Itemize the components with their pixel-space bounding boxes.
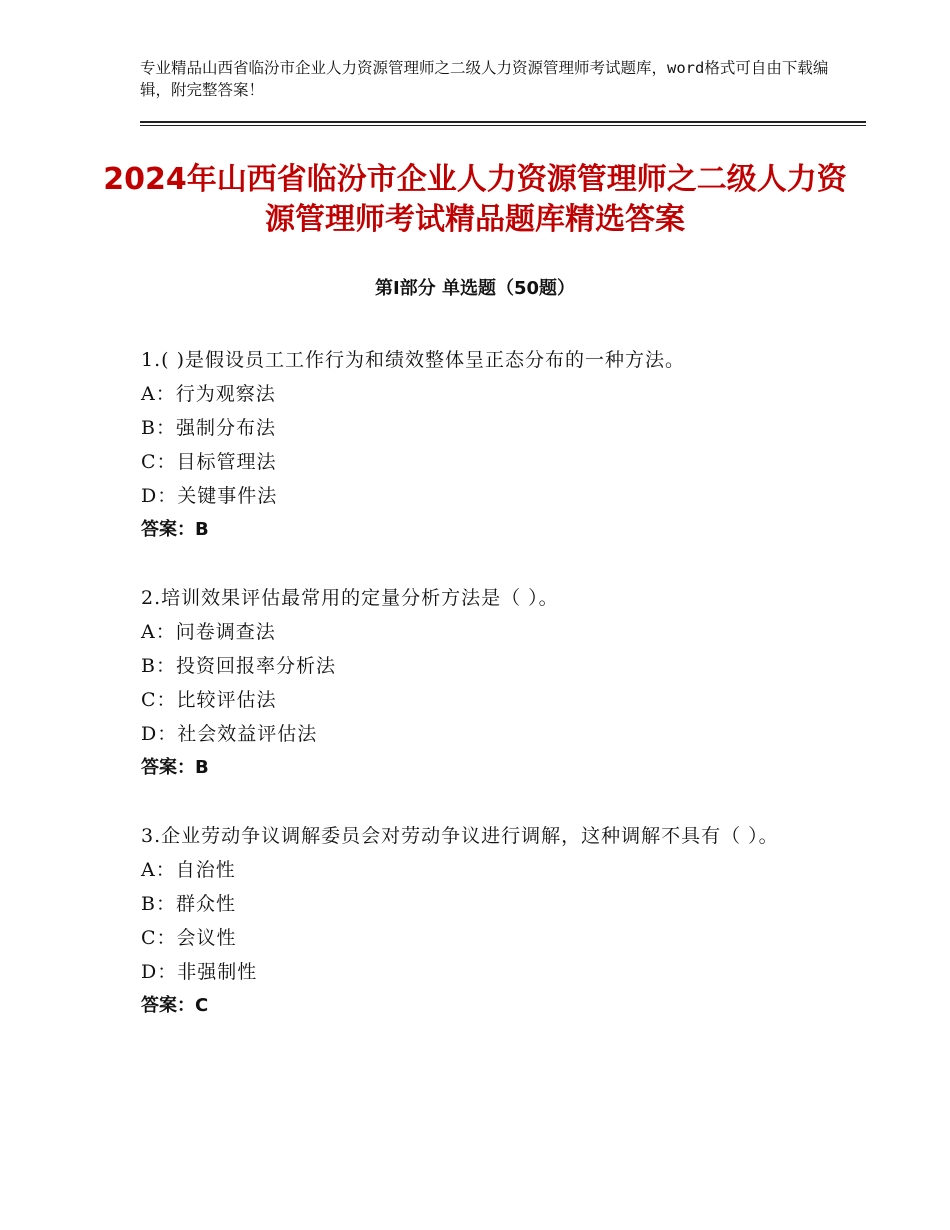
question-2 <box>141 581 841 785</box>
option-c: C：目标管理法 <box>141 451 277 473</box>
option-d: D：非强制性 <box>141 961 258 983</box>
question-stem: 2.培训效果评估最常用的定量分析方法是（ ）。 <box>141 587 559 609</box>
question-stem: 3.企业劳动争议调解委员会对劳动争议进行调解，这种调解不具有（ ）。 <box>141 825 779 847</box>
question-list <box>141 343 841 1057</box>
option-b: B：投资回报率分析法 <box>141 655 336 677</box>
option-a: A：行为观察法 <box>141 383 276 405</box>
answer: 答案：C <box>141 995 209 1016</box>
header-note: 专业精品山西省临汾市企业人力资源管理师之二级人力资源管理师考试题库，word格式可自由下载编辑，附完整答案！ <box>140 59 829 99</box>
option-c: C：比较评估法 <box>141 689 277 711</box>
header-rule-thin <box>140 125 866 126</box>
question-stem: 1.( )是假设员工工作行为和绩效整体呈正态分布的一种方法。 <box>141 349 685 371</box>
option-a: A：自治性 <box>141 859 236 881</box>
section-heading: 第Ⅰ部分 单选题（50题） <box>374 278 575 299</box>
question-3 <box>141 819 841 1023</box>
option-b: B：群众性 <box>141 893 236 915</box>
option-d: D：社会效益评估法 <box>141 723 318 745</box>
option-c: C：会议性 <box>141 927 237 949</box>
document-title: 2024年山西省临汾市企业人力资源管理师之二级人力资源管理师考试精品题库精选答案 <box>103 162 847 237</box>
answer: 答案：B <box>141 519 209 540</box>
option-d: D：关键事件法 <box>141 485 278 507</box>
header-rule-thick <box>140 121 866 123</box>
option-a: A：问卷调查法 <box>141 621 276 643</box>
answer: 答案：B <box>141 757 209 778</box>
option-b: B：强制分布法 <box>141 417 276 439</box>
question-1 <box>141 343 841 547</box>
